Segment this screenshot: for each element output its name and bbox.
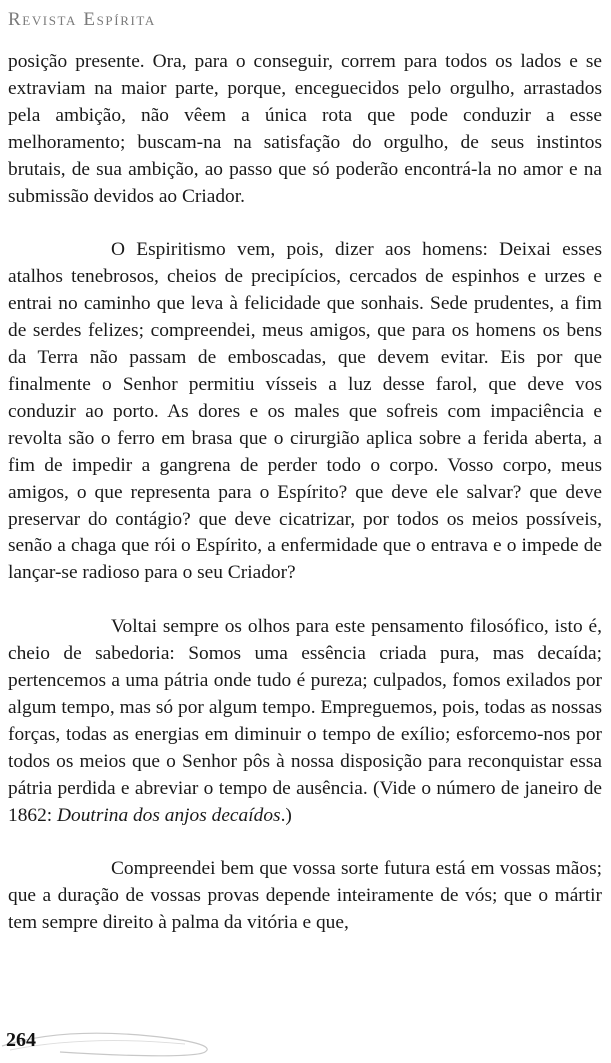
page-body-text <box>8 49 602 964</box>
page-number: 264 <box>6 1029 36 1051</box>
paragraph-1: posição presente. Ora, para o conseguir, correm para todos os lados e se extraviam na maior parte, porque, enceguecidos pelo orgulho, arrastados pela ambição, não vêem a única rota que pode conduzir a esse melhoramento; buscam-na na satisfação do orgulho, de seus instintos brutais, de sua ambição, ao passo que só poderão encontrá-la no amor e na submissão devidos ao Criador. <box>8 51 602 207</box>
paragraph-3-end: .) <box>280 804 292 826</box>
running-head-title: Revista Espírita <box>8 9 156 30</box>
paragraph-3-italic-title: Doutrina dos anjos decaídos <box>57 804 281 826</box>
folio-swash-ornament <box>0 1026 240 1060</box>
paragraph-4: Compreendei bem que vossa sorte futura está em vossas mãos; que a duração de vossas provas depende inteiramente de vós; que o mártir tem sempre direito à palma da vitória e que, <box>8 858 602 934</box>
paragraph-3-text: Voltai sempre os olhos para este pensamento filosófico, isto é, cheio de sabedoria: Somos uma essência criada pura, mas decaída; pertencemos a uma pátria onde tudo é pureza; culpados, fomos exilados por algum tempo, mas só por algum tempo. Empreguemos, pois, todas as nossas forças, todas as energias em diminuir o tempo de exílio; esforcemo-nos por todos os meios que o Senhor pôs à nossa disposição para reconquistar essa pátria perdida e abreviar o tempo de ausência. (Vide o número de janeiro de 1862: <box>8 616 602 826</box>
paragraph-2: O Espiritismo vem, pois, dizer aos homens: Deixai esses atalhos tenebrosos, cheios de precipícios, cercados de espinhos e urzes e entrai no caminho que leva à felicidade que sonhais. Sede prudentes, a fim de serdes felizes; compreendei, meus amigos, que para os homens os bens da Terra não passam de emboscadas, que devem evitar. Eis por que finalmente o Senhor permitiu vísseis a luz desse farol, que deve vos conduzir ao porto. As dores e os males que sofreis com impaciência e revolta são o ferro em brasa que o cirurgião aplica sobre a ferida aberta, a fim de impedir a gangrena de perder todo o corpo. Vosso corpo, meus amigos, o que representa para o Espírito? que deve ele salvar? que deve preservar do contágio? que deve cicatrizar, por todos os meios possíveis, senão a chaga que rói o Espírito, a enfermidade que o entrava e o impede de lançar-se radioso para o seu Criador? <box>8 239 602 584</box>
paragraph-3 <box>8 614 602 829</box>
